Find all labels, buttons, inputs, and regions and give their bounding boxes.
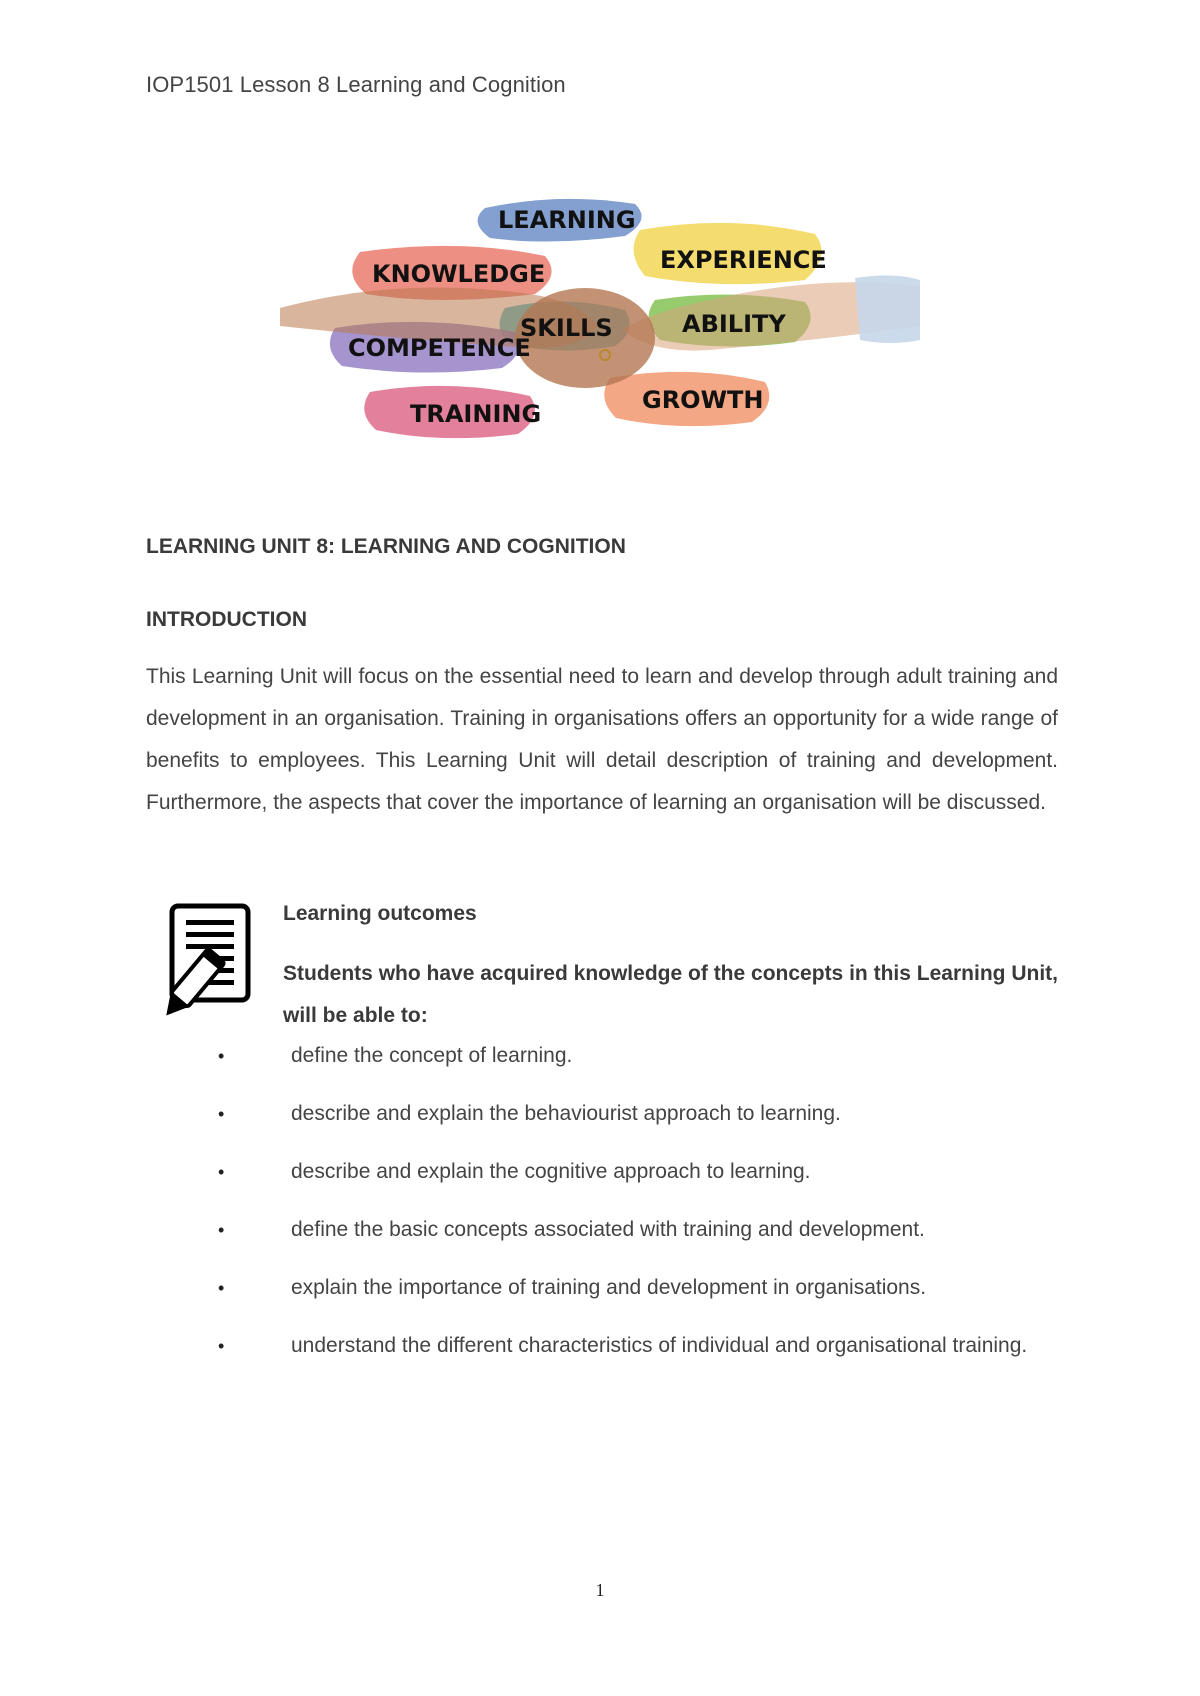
outcome-text: define the concept of learning. bbox=[291, 1044, 573, 1067]
bullet-marker: • bbox=[218, 1220, 225, 1240]
word-ability: ABILITY bbox=[682, 310, 786, 338]
bullet-marker: • bbox=[218, 1104, 225, 1124]
learning-outcomes-list bbox=[218, 1035, 1058, 1383]
running-header: IOP1501 Lesson 8 Learning and Cognition bbox=[146, 72, 566, 97]
learning-outcomes-lead: Students who have acquired knowledge of the concepts in this Learning Unit, will be able to: bbox=[283, 962, 1058, 1027]
hero-image bbox=[280, 190, 920, 480]
word-growth: GROWTH bbox=[642, 386, 764, 414]
outcome-text: describe and explain the behaviourist approach to learning. bbox=[291, 1102, 841, 1125]
introduction-heading: INTRODUCTION bbox=[146, 608, 307, 631]
bullet-marker: • bbox=[218, 1278, 225, 1298]
bullet-marker: • bbox=[218, 1162, 225, 1182]
word-experience: EXPERIENCE bbox=[660, 246, 827, 274]
list-item bbox=[218, 1209, 1058, 1251]
word-skills: SKILLS bbox=[520, 314, 613, 342]
outcome-text: understand the different characteristics of individual and organisational training. bbox=[291, 1334, 1028, 1357]
document-pencil-icon bbox=[152, 902, 262, 1030]
bullet-marker: • bbox=[218, 1336, 225, 1356]
word-learning: LEARNING bbox=[498, 206, 636, 234]
list-item bbox=[218, 1035, 1058, 1077]
word-training: TRAINING bbox=[410, 400, 542, 428]
outcome-text: describe and explain the cognitive approach to learning. bbox=[291, 1160, 811, 1183]
list-item bbox=[218, 1151, 1058, 1193]
outcome-text: define the basic concepts associated with training and development. bbox=[291, 1218, 925, 1241]
unit-title: LEARNING UNIT 8: LEARNING AND COGNITION bbox=[146, 535, 626, 558]
bullet-marker: • bbox=[218, 1046, 225, 1066]
page-number: 1 bbox=[595, 1580, 605, 1600]
learning-outcomes-title: Learning outcomes bbox=[283, 902, 477, 925]
right-sleeve bbox=[855, 275, 920, 343]
list-item bbox=[218, 1093, 1058, 1135]
word-knowledge: KNOWLEDGE bbox=[372, 260, 546, 288]
word-competence: COMPETENCE bbox=[348, 334, 531, 362]
list-item bbox=[218, 1267, 1058, 1309]
introduction-paragraph: This Learning Unit will focus on the essential need to learn and develop through adult training and development in an organisation. Training in organisations offers an opportunity for a wide range of benefits to employees. This Learning Unit will detail description of training and development. Furthermore, the aspects that cover the importance of learning an organisation will be discussed. bbox=[146, 665, 1058, 814]
handshake-word-cloud bbox=[280, 190, 920, 480]
outcome-text: explain the importance of training and development in organisations. bbox=[291, 1276, 927, 1299]
list-item bbox=[218, 1325, 1058, 1367]
